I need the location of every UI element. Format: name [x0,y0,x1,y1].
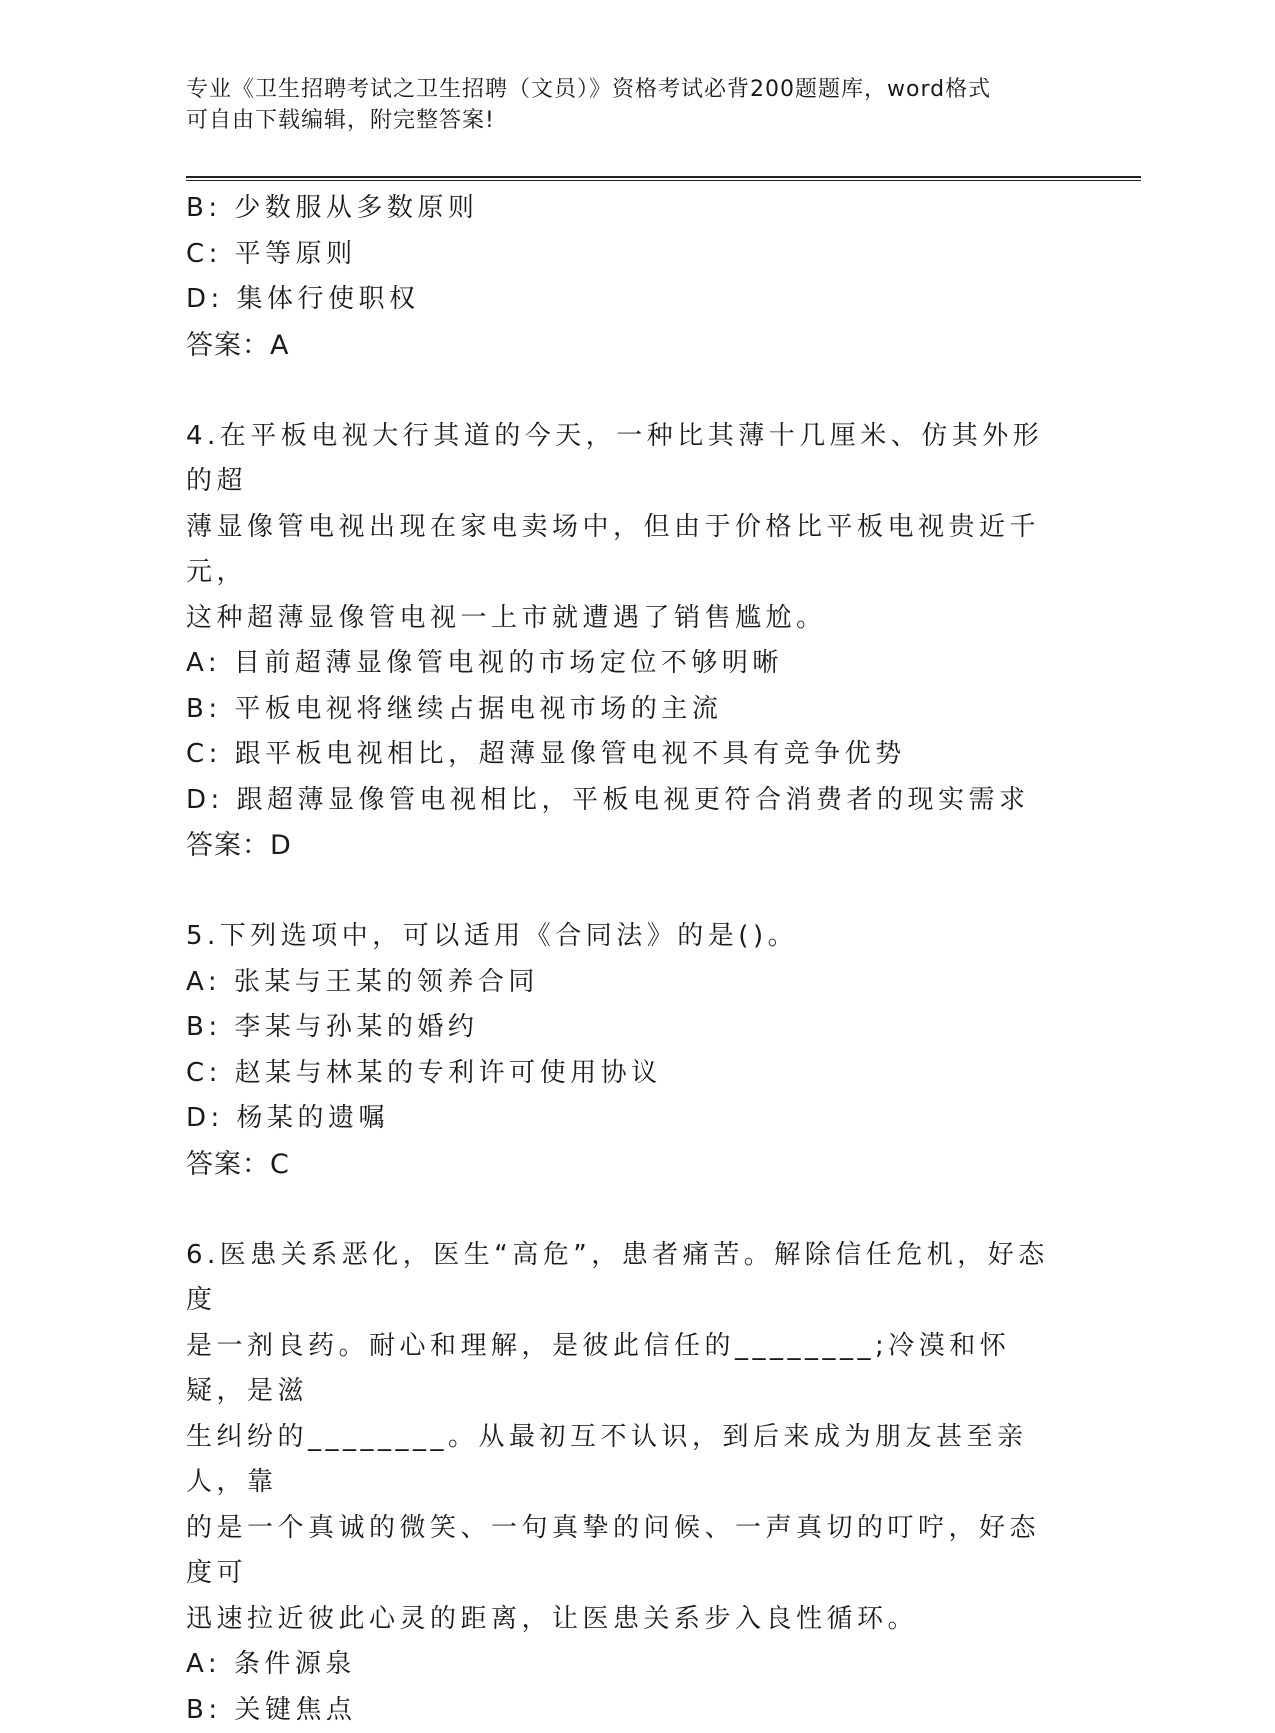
option-d: D: 跟超薄显像管电视相比，平板电视更符合消费者的现实需求 [186,778,1066,824]
option-c: C: 赵某与林某的专利许可使用协议 [186,1051,1066,1097]
header-title-line-2: 可自由下载编辑，附完整答案! [186,105,1066,136]
option-c: C: 跟平板电视相比，超薄显像管电视不具有竞争优势 [186,732,1066,778]
option-b: B: 李某与孙某的婚约 [186,1005,1066,1051]
page-header [186,74,1066,136]
question-6 [186,1233,1066,1733]
question-stem-line: 5.下列选项中，可以适用《合同法》的是()。 [186,914,1066,960]
option-a: A: 条件源泉 [186,1642,1066,1688]
option-a: A: 张某与王某的领养合同 [186,960,1066,1006]
option-b: B: 平板电视将继续占据电视市场的主流 [186,687,1066,733]
question-stem-line: 6.医患关系恶化，医生“高危”，患者痛苦。解除信任危机，好态度 [186,1233,1066,1324]
option-a: A: 目前超薄显像管电视的市场定位不够明晰 [186,641,1066,687]
question-stem-line: 的是一个真诚的微笑、一句真挚的问候、一声真切的叮咛，好态度可 [186,1506,1066,1597]
answer-label: 答案：D [186,823,1066,869]
header-title-line-1: 专业《卫生招聘考试之卫生招聘（文员）》资格考试必背200题题库，word格式 [186,74,1066,105]
answer-label: 答案：C [186,1142,1066,1188]
spacer [186,869,1066,915]
question-stem-line: 迅速拉近彼此心灵的距离，让医患关系步入良性循环。 [186,1597,1066,1643]
option-d: D: 集体行使职权 [186,277,1066,323]
spacer [186,368,1066,414]
question-stem-line: 4.在平板电视大行其道的今天，一种比其薄十几厘米、仿其外形的超 [186,414,1066,505]
option-b: B: 关键焦点 [186,1688,1066,1733]
question-5 [186,914,1066,1187]
question-3-partial [186,186,1066,368]
option-c: C: 平等原则 [186,232,1066,278]
header-divider [186,176,1141,181]
question-4 [186,414,1066,869]
question-stem-line: 这种超薄显像管电视一上市就遭遇了销售尴尬。 [186,596,1066,642]
question-content [186,186,1066,1733]
answer-label: 答案：A [186,323,1066,369]
question-stem-line: 是一剂良药。耐心和理解，是彼此信任的________;冷漠和怀疑，是滋 [186,1324,1066,1415]
spacer [186,1187,1066,1233]
option-d: D: 杨某的遗嘱 [186,1096,1066,1142]
option-b: B: 少数服从多数原则 [186,186,1066,232]
question-stem-line: 生纠纷的________。从最初互不认识，到后来成为朋友甚至亲人，靠 [186,1415,1066,1506]
question-stem-line: 薄显像管电视出现在家电卖场中，但由于价格比平板电视贵近千元， [186,505,1066,596]
